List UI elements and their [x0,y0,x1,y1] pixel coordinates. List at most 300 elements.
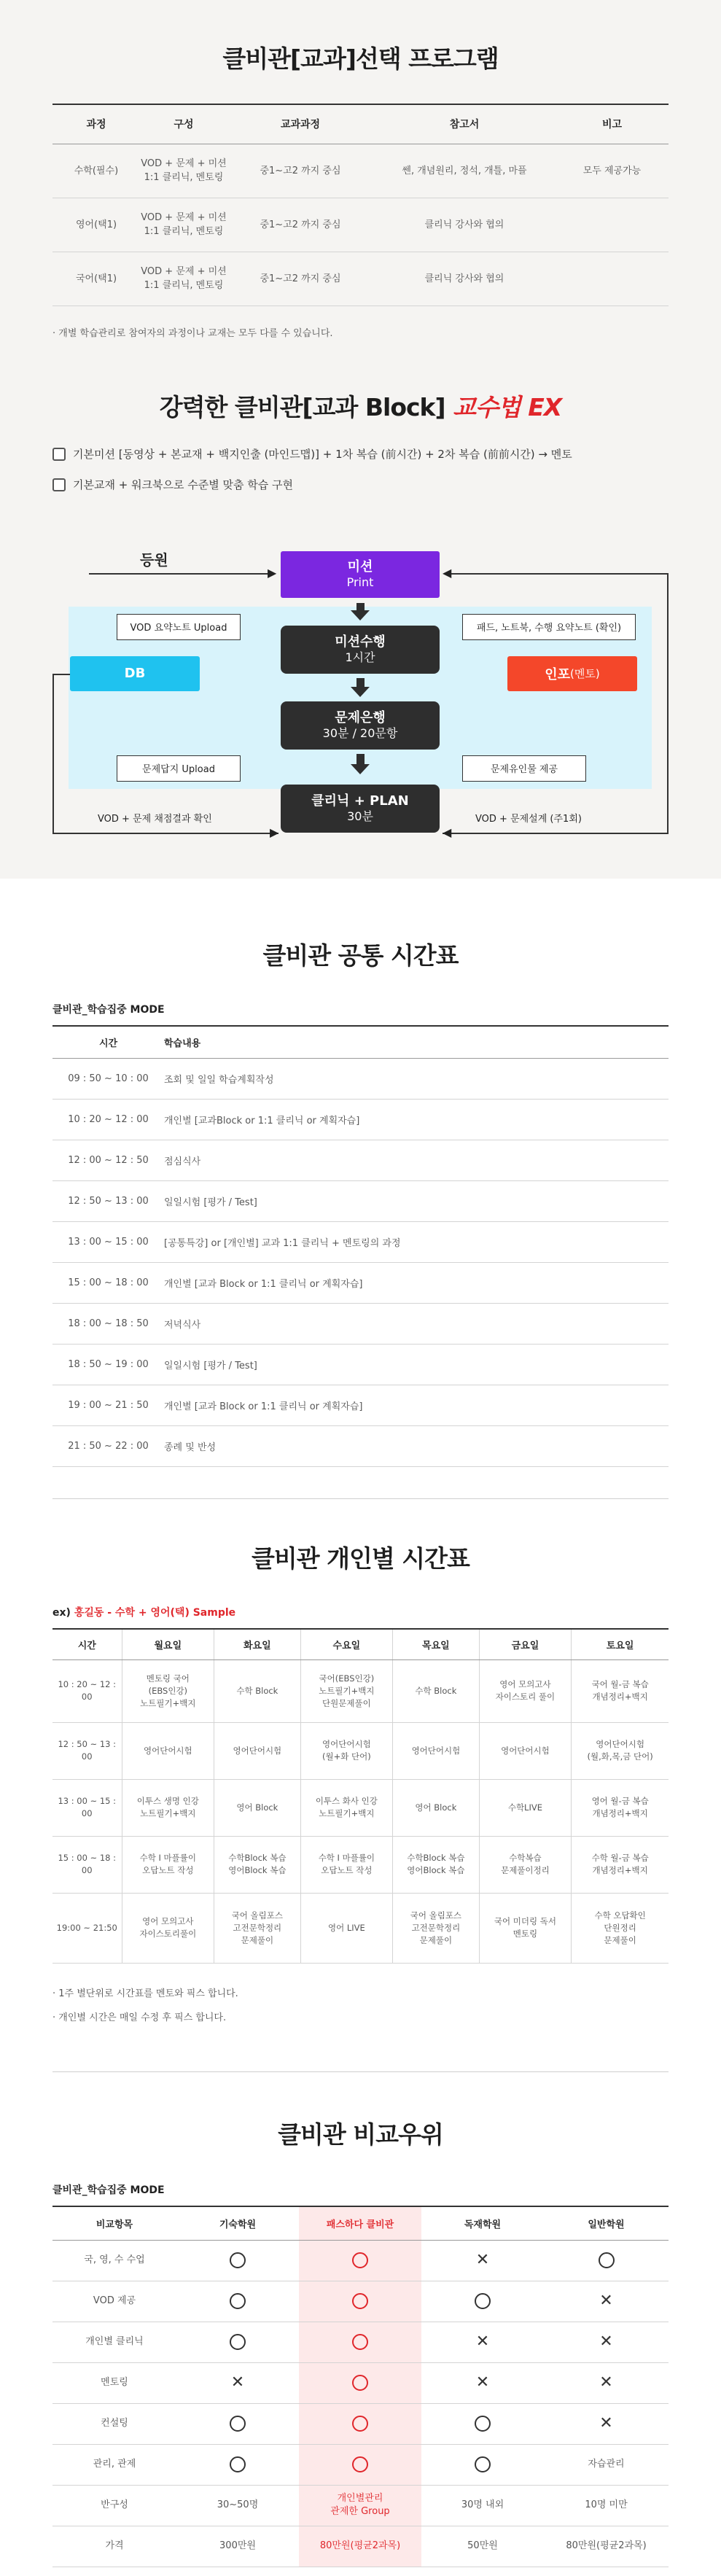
circle-icon [230,2456,246,2472]
schedule-line: 문제풀이 [604,1934,636,1945]
yes-cell [544,2240,669,2281]
curriculum-cell: 중1~고2 까지 중심 [227,252,373,306]
value-line: 50만원 [467,2540,498,2551]
schedule-cell [479,1893,572,1963]
program-section [0,0,721,879]
time-cell: 12 : 00 ~ 12 : 50 [52,1140,164,1180]
value-cell [176,2485,299,2526]
composition-line: VOD + 문제 + 미션 [141,212,227,223]
time-cell: 18 : 00 ~ 18 : 50 [52,1303,164,1344]
course-cell: 영어(택1) [52,198,140,252]
schedule-line: 개념정리+백지 [592,1808,648,1818]
schedule-line: 영어단어시험 [144,1745,192,1756]
content-cell: 개인별 [교과 Block or 1:1 클리닉 or 계획자습] [164,1385,669,1425]
infor-node [507,656,637,691]
cross-icon: ✕ [599,2414,613,2432]
check-label: 기본교재 + 워크북으로 수준별 맞춤 학습 구현 [73,478,293,491]
schedule-line: 개념정리+백지 [592,1692,648,1702]
schedule-line: (월,화,목,금 단어) [587,1751,653,1762]
perform-node [281,626,440,674]
method-title-main: 강력한 클비관[교과 Block] [159,392,453,421]
schedule-line: 영어 Block [236,1802,278,1813]
schedule-cell [572,1779,669,1836]
time-cell: 09 : 50 ~ 10 : 00 [52,1058,164,1099]
table-row [52,1180,669,1221]
table-row [52,1659,669,1722]
table-row [52,1779,669,1836]
compare-title: 클비관 비교우위 [278,2120,443,2149]
schedule-cell [479,1659,572,1722]
col-time: 시간 [52,1629,122,1659]
schedule-line: 영어단어시험 [411,1745,461,1756]
time-cell: 15 : 00 ~ 18 : 00 [52,1836,122,1893]
schedule-cell [572,1893,669,1963]
personal-header-row [52,1629,669,1659]
time-cell: 13 : 00 ~ 15 : 00 [52,1221,164,1262]
schedule-line: 오답노트 작성 [321,1865,373,1875]
schedule-line: 국어(EBS인강) [319,1673,375,1684]
schedule-cell [214,1779,300,1836]
value-line: 300만원 [219,2540,256,2551]
table-row [52,1722,669,1779]
yes-cell [299,2281,421,2322]
circle-icon [475,2293,491,2309]
table-row [52,2362,669,2403]
no-cell [544,2322,669,2362]
common-table-body [52,1058,669,1466]
cross-icon: ✕ [475,2332,490,2351]
personal-section [0,1499,721,2071]
value-line: 관제한 Group [330,2506,390,2517]
check-label: 기본미션 [동영상 + 본교재 + 백지인출 (마인드맵)] + 1차 복습 (前시간) + 2차 복습 (前前시간) → 멘토 [73,448,572,461]
bank-node [281,701,440,750]
sample-prefix: ex) [52,1607,74,1619]
circle-icon [352,2375,368,2391]
yes-cell [421,2403,544,2444]
time-cell: 12 : 50 ~ 13 : 00 [52,1180,164,1221]
yes-cell [176,2281,299,2322]
schedule-cell [393,1722,479,1779]
personal-table-body [52,1659,669,1963]
value-line: 30~50명 [217,2499,259,2510]
enroll-label: 등원 [140,550,168,569]
schedule-cell [479,1836,572,1893]
schedule-line: 영어단어시험 [596,1739,644,1749]
table-row [52,2281,669,2322]
time-cell: 10 : 20 ~ 12 : 00 [52,1659,122,1722]
value-cell [421,2485,544,2526]
schedule-cell [300,1722,393,1779]
composition-cell [140,144,227,198]
table-row [52,1303,669,1344]
circle-icon [230,2293,246,2309]
schedule-line: 국어 올림포스 [410,1910,462,1921]
cross-icon: ✕ [599,2332,613,2351]
item-cell: 개인별 클리닉 [52,2322,176,2362]
schedule-line: 수학LIVE [507,1802,542,1813]
col-boarding: 기숙학원 [176,2206,299,2240]
schedule-cell [214,1836,300,1893]
down-arrow-stem [356,603,365,610]
circle-icon [230,2334,246,2350]
arrow-head-icon: ▶ [268,565,277,580]
table-row [52,1058,669,1099]
schedule-line: 문제풀이 [419,1934,453,1945]
col-time: 시간 [52,1026,164,1058]
perform-title: 미션수행 [335,634,386,650]
schedule-line: 수학 Block [236,1685,278,1696]
bank-title: 문제은행 [335,709,386,725]
mission-sub: Print [346,575,374,589]
value-line: 30명 내외 [461,2499,504,2510]
reference-cell: 클리닉 강사와 협의 [373,252,556,306]
content-cell: 조회 및 일일 학습계획작성 [164,1058,669,1099]
schedule-line: 문제풀이 [241,1934,274,1945]
col-fri: 금요일 [479,1629,572,1659]
infor-sub: (멘토) [570,667,600,680]
down-arrow-icon [351,687,370,697]
clinic-sub: 30분 [347,809,373,823]
schedule-line: 자이스토리풀이 [139,1929,197,1939]
table-row [52,1262,669,1303]
content-cell: 개인별 [교과Block or 1:1 클리닉 or 계획자습] [164,1099,669,1140]
compare-table [52,2206,669,2567]
table-row [52,1140,669,1180]
down-arrow-icon [351,610,370,620]
no-cell [421,2322,544,2362]
cross-icon: ✕ [475,2373,490,2392]
note-cell: 모두 제공가능 [556,144,669,198]
no-cell [421,2240,544,2281]
time-cell: 10 : 20 ~ 12 : 00 [52,1099,164,1140]
wrong-provide-label: 문제유인물 제공 [462,755,586,782]
personal-note: · 1주 별단위로 시간표를 멘토와 픽스 합니다. [52,1988,238,1999]
composition-line: 1:1 클리닉, 멘토링 [144,226,224,237]
schedule-line: 수학Block 복습 [407,1853,465,1863]
bank-sub: 30분 / 20문항 [322,725,398,740]
schedule-cell [122,1722,214,1779]
program-footnote: · 개별 학습관리로 참여자의 과정이나 교재는 모두 다를 수 있습니다. [52,327,333,339]
schedule-cell [300,1836,393,1893]
schedule-line: 국어 올림포스 [231,1910,283,1921]
schedule-line: 수학 I 마플률이 [139,1853,196,1863]
course-cell: 국어(택1) [52,252,140,306]
yes-cell [421,2444,544,2485]
schedule-cell [300,1893,393,1963]
content-cell: 저녁식사 [164,1303,669,1344]
schedule-line: 영어 모의고사 [499,1679,551,1689]
item-cell: VOD 제공 [52,2281,176,2322]
value-line: 개인별관리 [337,2493,383,2504]
cross-icon: ✕ [230,2373,245,2392]
schedule-line: 자이스토리 풀이 [495,1692,556,1702]
arrow-head-icon: ◀ [443,825,452,839]
right-loop-bottom [443,833,669,834]
content-cell: [공통특강] or [개인별] 교과 1:1 클리닉 + 멘토링의 과정 [164,1221,669,1262]
col-content: 학습내용 [164,1026,669,1058]
schedule-line: 고전문학정리 [233,1922,282,1933]
sample-name: 홍길동 - 수학 + 영어(택) Sample [74,1607,236,1619]
clinic-title: 클리닉 + PLAN [311,793,409,809]
schedule-line: 국어 월-금 복습 [591,1679,649,1689]
table-row [52,1099,669,1140]
schedule-line: 문제풀이정리 [501,1865,550,1875]
schedule-line: 영어 월-금 복습 [591,1796,649,1806]
clinic-node [281,785,440,833]
no-cell [544,2362,669,2403]
col-mon: 월요일 [122,1629,214,1659]
common-title: 클비관 공통 시간표 [262,941,459,970]
note-cell [556,198,669,252]
yes-cell [176,2240,299,2281]
checkbox-icon [52,448,66,461]
schedule-cell [300,1779,393,1836]
mission-node [281,551,440,598]
composition-cell [140,198,227,252]
composition-line: 1:1 클리닉, 멘토링 [144,280,224,291]
table-row [52,252,669,306]
schedule-cell [214,1659,300,1722]
schedule-cell [393,1779,479,1836]
no-cell [544,2281,669,2322]
table-row [52,2485,669,2526]
schedule-line: 노트필기+백지 [319,1685,375,1696]
time-cell: 12 : 50 ~ 13 : 00 [52,1722,122,1779]
left-loop-vertical [52,674,54,834]
item-cell: 반구성 [52,2485,176,2526]
circle-icon [230,2252,246,2268]
schedule-cell [393,1836,479,1893]
yes-cell [299,2444,421,2485]
program-table [52,104,669,306]
pad-note-label: 패드, 노트북, 수행 요약노트 (확인) [462,614,636,640]
cross-icon: ✕ [599,2373,613,2392]
table-row [52,1385,669,1425]
col-reference: 참고서 [373,104,556,144]
item-cell: 관리, 관제 [52,2444,176,2485]
common-table [52,1025,669,1467]
right-loop-top [446,573,669,575]
circle-icon [599,2252,615,2268]
program-header-row [52,104,669,144]
schedule-cell [300,1659,393,1722]
mission-title: 미션 [347,559,373,575]
schedule-line: 오답노트 작성 [142,1865,194,1875]
content-cell: 개인별 [교과 Block or 1:1 클리닉 or 계획자습] [164,1262,669,1303]
value-cell [299,2485,421,2526]
col-note: 비고 [556,104,669,144]
schedule-cell [572,1836,669,1893]
schedule-line: 영어Block 복습 [228,1865,287,1875]
schedule-cell [214,1722,300,1779]
schedule-line: 개념정리+백지 [592,1865,648,1875]
schedule-line: 수학복습 [509,1853,542,1863]
composition-line: VOD + 문제 + 미션 [141,158,227,169]
personal-sample-label [52,1605,669,1619]
value-cell [544,2526,669,2567]
schedule-cell [572,1722,669,1779]
time-cell: 18 : 50 ~ 19 : 00 [52,1344,164,1385]
table-row [52,2444,669,2485]
item-cell: 가격 [52,2526,176,2567]
schedule-line: 멘토링 국어 [146,1673,190,1684]
schedule-cell [479,1722,572,1779]
right-loop-vertical [667,573,669,834]
circle-icon [352,2334,368,2350]
circle-icon [475,2416,491,2432]
circle-icon [352,2293,368,2309]
time-cell: 15 : 00 ~ 18 : 00 [52,1262,164,1303]
schedule-line: 이투스 생명 인강 [136,1796,199,1806]
schedule-line: 영어단어시험 [322,1739,371,1749]
circle-icon [475,2456,491,2472]
curriculum-cell: 중1~고2 까지 중심 [227,144,373,198]
schedule-line: 단원정리 [604,1922,636,1933]
schedule-line: 고전문학정리 [411,1922,461,1933]
vod-check-label: VOD + 문제 채점결과 확인 [98,813,212,825]
col-self-study: 독재학원 [421,2206,544,2240]
schedule-cell [393,1893,479,1963]
schedule-line: 수학 Block [415,1685,457,1696]
composition-cell [140,252,227,306]
value-line: 자습관리 [588,2459,625,2470]
personal-table [52,1628,669,1964]
table-row [52,2240,669,2281]
schedule-cell [122,1893,214,1963]
col-composition: 구성 [140,104,227,144]
col-course: 과정 [52,104,140,144]
content-cell: 점심식사 [164,1140,669,1180]
reference-cell: 쎈, 개념원리, 정석, 개틀, 마플 [373,144,556,198]
schedule-line: 영어 모의고사 [142,1916,194,1926]
value-line: 10명 미만 [585,2499,628,2510]
item-cell: 멘토링 [52,2362,176,2403]
table-row [52,1893,669,1963]
common-section [0,879,721,1498]
yes-cell [299,2403,421,2444]
yes-cell [299,2240,421,2281]
program-title: 클비관[교과]선택 프로그램 [222,44,499,73]
value-line: 80만원(평균2과목) [319,2540,401,2551]
col-general: 일반학원 [544,2206,669,2240]
cross-icon: ✕ [599,2292,613,2310]
circle-icon [352,2252,368,2268]
yes-cell [299,2362,421,2403]
schedule-cell [122,1779,214,1836]
arrow-head-icon: ◀ [443,565,452,580]
check-item [52,443,669,465]
col-item: 비교항목 [52,2206,176,2240]
schedule-cell [393,1659,479,1722]
yes-cell [421,2281,544,2322]
schedule-line: 노트필기+백지 [140,1808,196,1818]
schedule-line: 영어 LIVE [327,1922,365,1933]
schedule-line: 멘토링 [513,1929,538,1939]
cross-icon: ✕ [475,2251,490,2269]
no-cell [421,2362,544,2403]
perform-sub: 1시간 [345,650,375,664]
personal-note: · 개인별 시간은 매일 수정 후 픽스 합니다. [52,2012,227,2023]
time-cell: 21 : 50 ~ 22 : 00 [52,1425,164,1466]
arrow-head-icon: ▶ [270,825,279,839]
down-arrow-stem [356,754,365,764]
schedule-line: 영어 Block [415,1802,457,1813]
schedule-line: 이투스 화사 인강 [315,1796,378,1806]
yes-cell [176,2444,299,2485]
yes-cell [176,2322,299,2362]
content-cell: 일일시험 [평가 / Test] [164,1344,669,1385]
personal-title: 클비관 개인별 시간표 [252,1544,469,1573]
course-cell: 수학(필수) [52,144,140,198]
table-row [52,2526,669,2567]
schedule-line: 노트필기+백지 [319,1808,375,1818]
schedule-cell [479,1779,572,1836]
schedule-line: 국어 미더링 독서 [494,1916,556,1926]
value-cell [176,2526,299,2567]
no-cell [176,2362,299,2403]
col-thu: 목요일 [393,1629,479,1659]
compare-table-body [52,2240,669,2567]
table-row [52,1344,669,1385]
table-row [52,1425,669,1466]
compare-section [0,2072,721,2567]
col-passhada: 패스하다 클비관 [299,2206,421,2240]
schedule-line: 수학 오답확인 [594,1910,646,1921]
curriculum-cell: 중1~고2 까지 중심 [227,198,373,252]
table-row [52,1221,669,1262]
circle-icon [230,2416,246,2432]
vod-design-label: VOD + 문제설계 (주1회) [475,813,582,825]
common-mode-label: 클비관_학습집중 MODE [52,1004,165,1016]
note-cell [556,252,669,306]
schedule-cell [572,1659,669,1722]
down-arrow-icon [351,764,370,774]
schedule-cell [122,1836,214,1893]
common-header-row [52,1026,669,1058]
db-connector [52,674,70,675]
left-loop-bottom [52,833,278,834]
content-cell: 일일시험 [평가 / Test] [164,1180,669,1221]
content-cell: 종례 및 반성 [164,1425,669,1466]
table-row [52,1836,669,1893]
item-cell: 국, 영, 수 수업 [52,2240,176,2281]
compare-header-row [52,2206,669,2240]
time-cell: 13 : 00 ~ 15 : 00 [52,1779,122,1836]
col-curriculum: 교과과정 [227,104,373,144]
schedule-line: 영어Block 복습 [407,1865,465,1875]
enroll-arrow-line [89,573,271,575]
value-cell [299,2526,421,2567]
method-title-highlight: 교수법 EX [453,392,562,421]
value-cell [421,2526,544,2567]
method-diagram [52,535,669,856]
down-arrow-stem [356,678,365,687]
col-sat: 토요일 [572,1629,669,1659]
table-row [52,198,669,252]
infor-title: 인포 [545,666,571,682]
time-cell: 19 : 00 ~ 21 : 50 [52,1385,164,1425]
table-row [52,144,669,198]
value-cell [544,2485,669,2526]
schedule-line: 단원문제풀이 [322,1697,371,1708]
schedule-line: 수학 I 마플률이 [318,1853,375,1863]
answer-upload-label: 문제답지 Upload [117,755,241,782]
schedule-cell [214,1893,300,1963]
schedule-line: 영어단어시험 [501,1745,550,1756]
schedule-cell [122,1659,214,1722]
circle-icon [352,2456,368,2472]
value-line: 80만원(평균2과목) [566,2540,647,2551]
